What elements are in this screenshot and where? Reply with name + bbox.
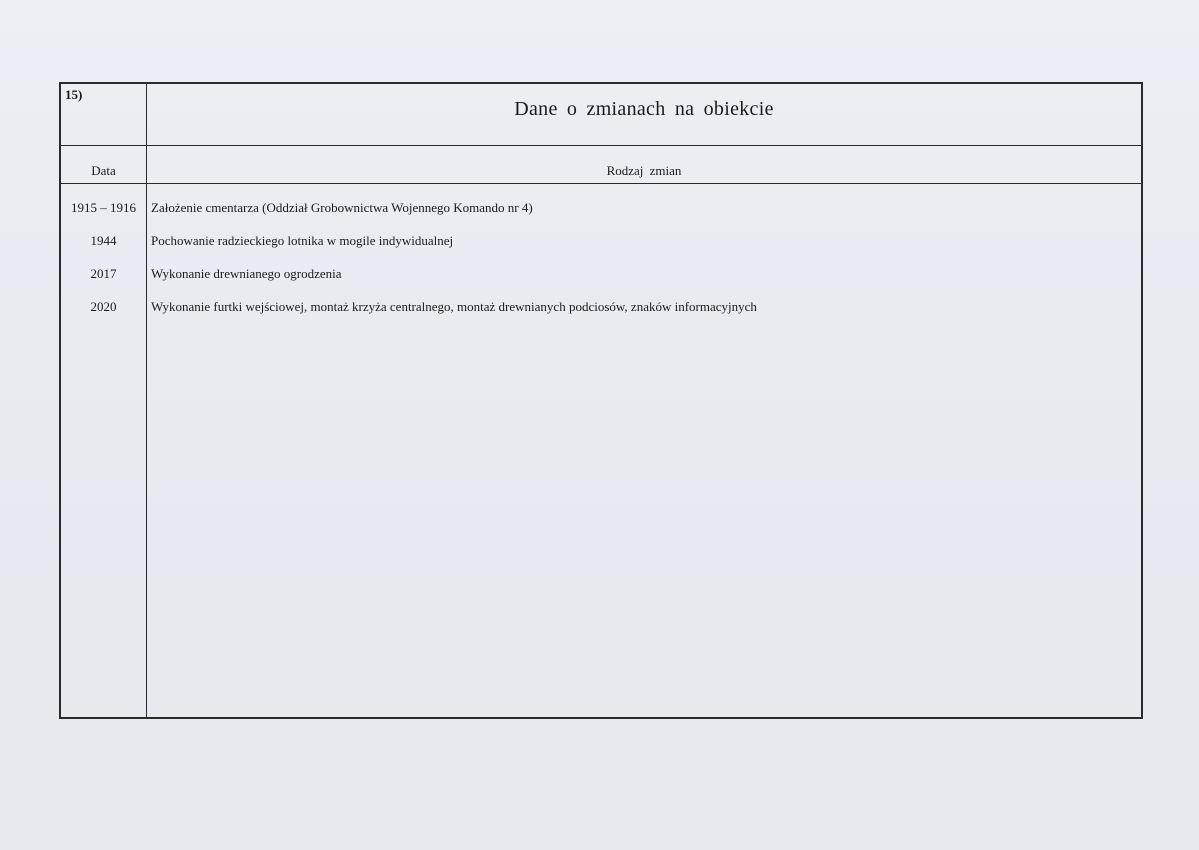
row-kind: Pochowanie radzieckiego lotnika w mogile indywidualnej: [151, 233, 454, 248]
title-divider: [61, 145, 1141, 146]
changes-form-table: [59, 82, 1143, 719]
form-title: Dane o zmianach na obiekcie: [514, 98, 774, 120]
table-row: [61, 266, 1141, 299]
row-kind: Założenie cmentarza (Oddział Grobownictwa Wojennego Komando nr 4): [151, 200, 533, 215]
column-header-date: Data: [91, 163, 116, 178]
row-kind: Wykonanie furtki wejściowej, montaż krzyża centralnego, montaż drewnianych podciosów, znaków informacyjnych: [151, 299, 757, 314]
row-date: 2017: [90, 266, 117, 281]
row-kind: Wykonanie drewnianego ogrodzenia: [151, 266, 342, 281]
column-header-kind: Rodzaj zmian: [606, 163, 682, 178]
table-row: [61, 233, 1141, 266]
section-number: 15): [65, 87, 83, 102]
table-row: [61, 299, 1141, 332]
row-date: 1944: [90, 233, 117, 248]
table-row: [61, 200, 1141, 233]
changes-list: [61, 200, 1141, 332]
header-divider: [61, 183, 1141, 184]
row-date: 2020: [90, 299, 117, 314]
row-date: 1915 – 1916: [71, 200, 136, 215]
